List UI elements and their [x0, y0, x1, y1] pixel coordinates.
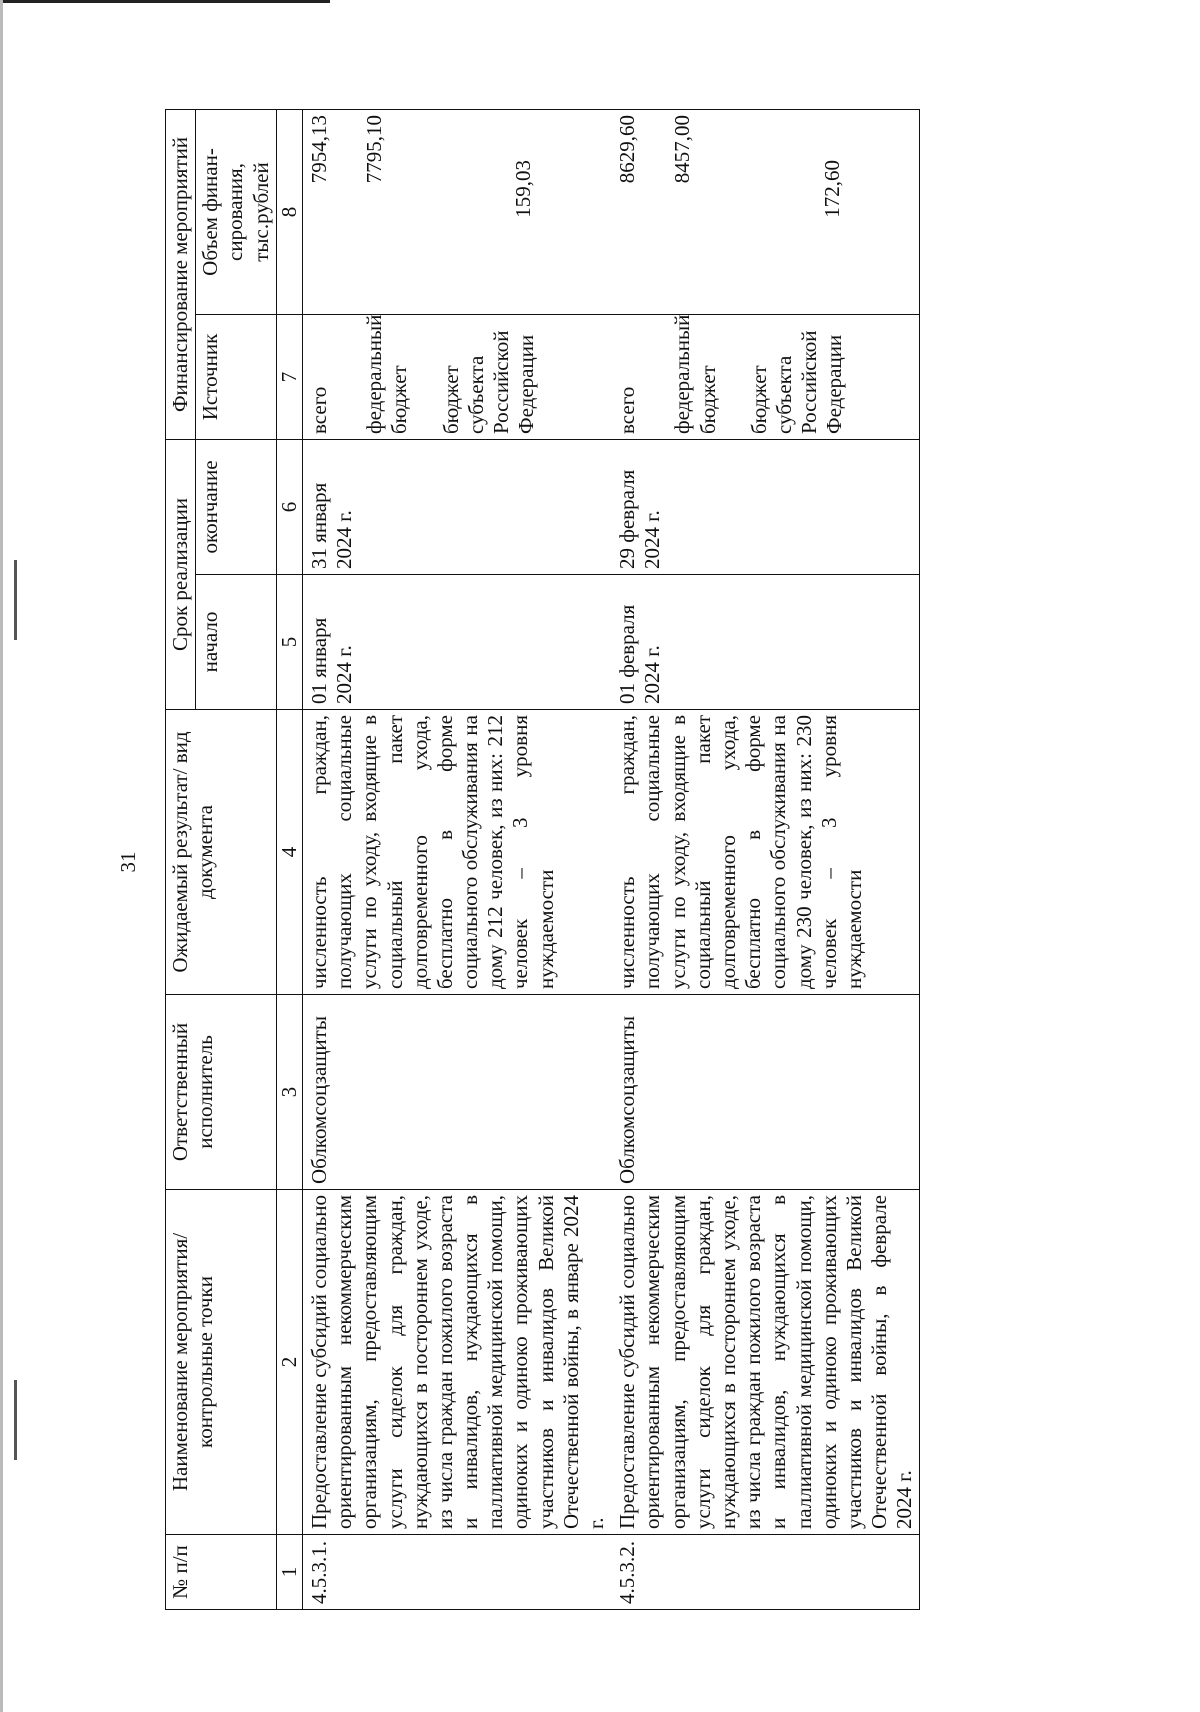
source-federal: федеральный бюджет	[362, 314, 412, 434]
header-name: Наименование мероприятия/ контрольные точки	[166, 1190, 277, 1535]
column-number: 6	[276, 440, 302, 575]
funding-sources	[302, 315, 611, 440]
expected-result: численность граждан, получающих социальные услуги по уходу, входящие в социальный пакет долговременного ухода, бесплатно в форме социального обслуживания на дому 212 человек, из них: 212 человек – 3 уровня нуждаемости	[302, 710, 611, 995]
rotated-table-container	[165, 110, 965, 1610]
responsible-executor: Облкомсоцзащиты	[611, 995, 920, 1190]
column-number: 2	[276, 1190, 302, 1535]
activity-name: Предоставление субсидий социально ориентированным некоммерческим организациям, предоставляющим услуги сиделок для граждан, нуждающихся в постороннем уходе, из числа граждан пожилого возраста и инвалидов, нуждающихся в паллиативной медицинской помощи, одиноких и одиноко проживающих участников и инвалидов Великой Отечественной войны, в феврале 2024 г.	[611, 1190, 920, 1535]
amount-federal: 7795,10	[362, 115, 387, 184]
scan-top-edge	[0, 0, 330, 3]
header-start: начало	[196, 575, 277, 710]
row-number: 4.5.3.1.	[302, 1535, 611, 1610]
activity-table	[165, 109, 920, 1610]
source-total: всего	[615, 386, 640, 434]
activity-name: Предоставление субсидий социально ориентированным некоммерческим организациям, предоставляющим услуги сиделок для граждан, нуждающихся в постороннем уходе, из числа граждан пожилого возраста и инвалидов, нуждающихся в паллиативной медицинской помощи, одиноких и одиноко проживающих участников и инвалидов Великой Отечественной войны, в январе 2024 г.	[302, 1190, 611, 1535]
header-amount: Объем финан-сирования, тыс.рублей	[196, 110, 277, 315]
column-number: 3	[276, 995, 302, 1190]
expected-result: численность граждан, получающих социальные услуги по уходу, входящие в социальный пакет долговременного ухода, бесплатно в форме социального обслуживания на дому 230 человек, из них: 230 человек – 3 уровня нуждаемости	[611, 710, 920, 995]
header-executor: Ответственный исполнитель	[166, 995, 277, 1190]
column-number: 5	[276, 575, 302, 710]
source-regional: бюджет субъекта Российской Федерации	[438, 330, 539, 434]
amount-regional: 172,60	[819, 160, 844, 218]
row-number: 4.5.3.2.	[611, 1535, 920, 1610]
amount-total: 7954,13	[306, 115, 331, 184]
header-result: Ожидаемый результат/ вид документа	[166, 710, 277, 995]
responsible-executor: Облкомсоцзащиты	[302, 995, 611, 1190]
funding-amounts	[302, 110, 611, 315]
header-row	[166, 110, 196, 1610]
amount-federal: 8457,00	[670, 115, 695, 184]
funding-amounts	[611, 110, 920, 315]
amount-regional: 159,03	[511, 160, 536, 218]
start-date: 01 января 2024 г.	[302, 575, 611, 710]
binder-mark	[14, 1380, 17, 1460]
column-number: 7	[276, 315, 302, 440]
table-row	[611, 110, 920, 1610]
funding-sources	[611, 315, 920, 440]
binder-mark	[14, 560, 17, 640]
end-date: 29 февраля 2024 г.	[611, 440, 920, 575]
end-date: 31 января 2024 г.	[302, 440, 611, 575]
source-regional: бюджет субъекта Российской Федерации	[746, 330, 847, 434]
table-row	[302, 110, 611, 1610]
column-number: 1	[276, 1535, 302, 1610]
header-end: окончание	[196, 440, 277, 575]
header-num: № п/п	[166, 1535, 277, 1610]
amount-total: 8629,60	[615, 115, 640, 184]
start-date: 01 февраля 2024 г.	[611, 575, 920, 710]
header-financing: Финансирование мероприятий	[166, 110, 196, 440]
source-federal: федеральный бюджет	[670, 314, 720, 434]
source-total: всего	[306, 386, 331, 434]
page-number: 31	[116, 851, 140, 873]
header-source: Источник	[196, 315, 277, 440]
scan-left-edge	[0, 0, 3, 1712]
column-number: 8	[276, 110, 302, 315]
column-number-row	[276, 110, 302, 1610]
column-number: 4	[276, 710, 302, 995]
header-period: Срок реализации	[166, 440, 196, 710]
